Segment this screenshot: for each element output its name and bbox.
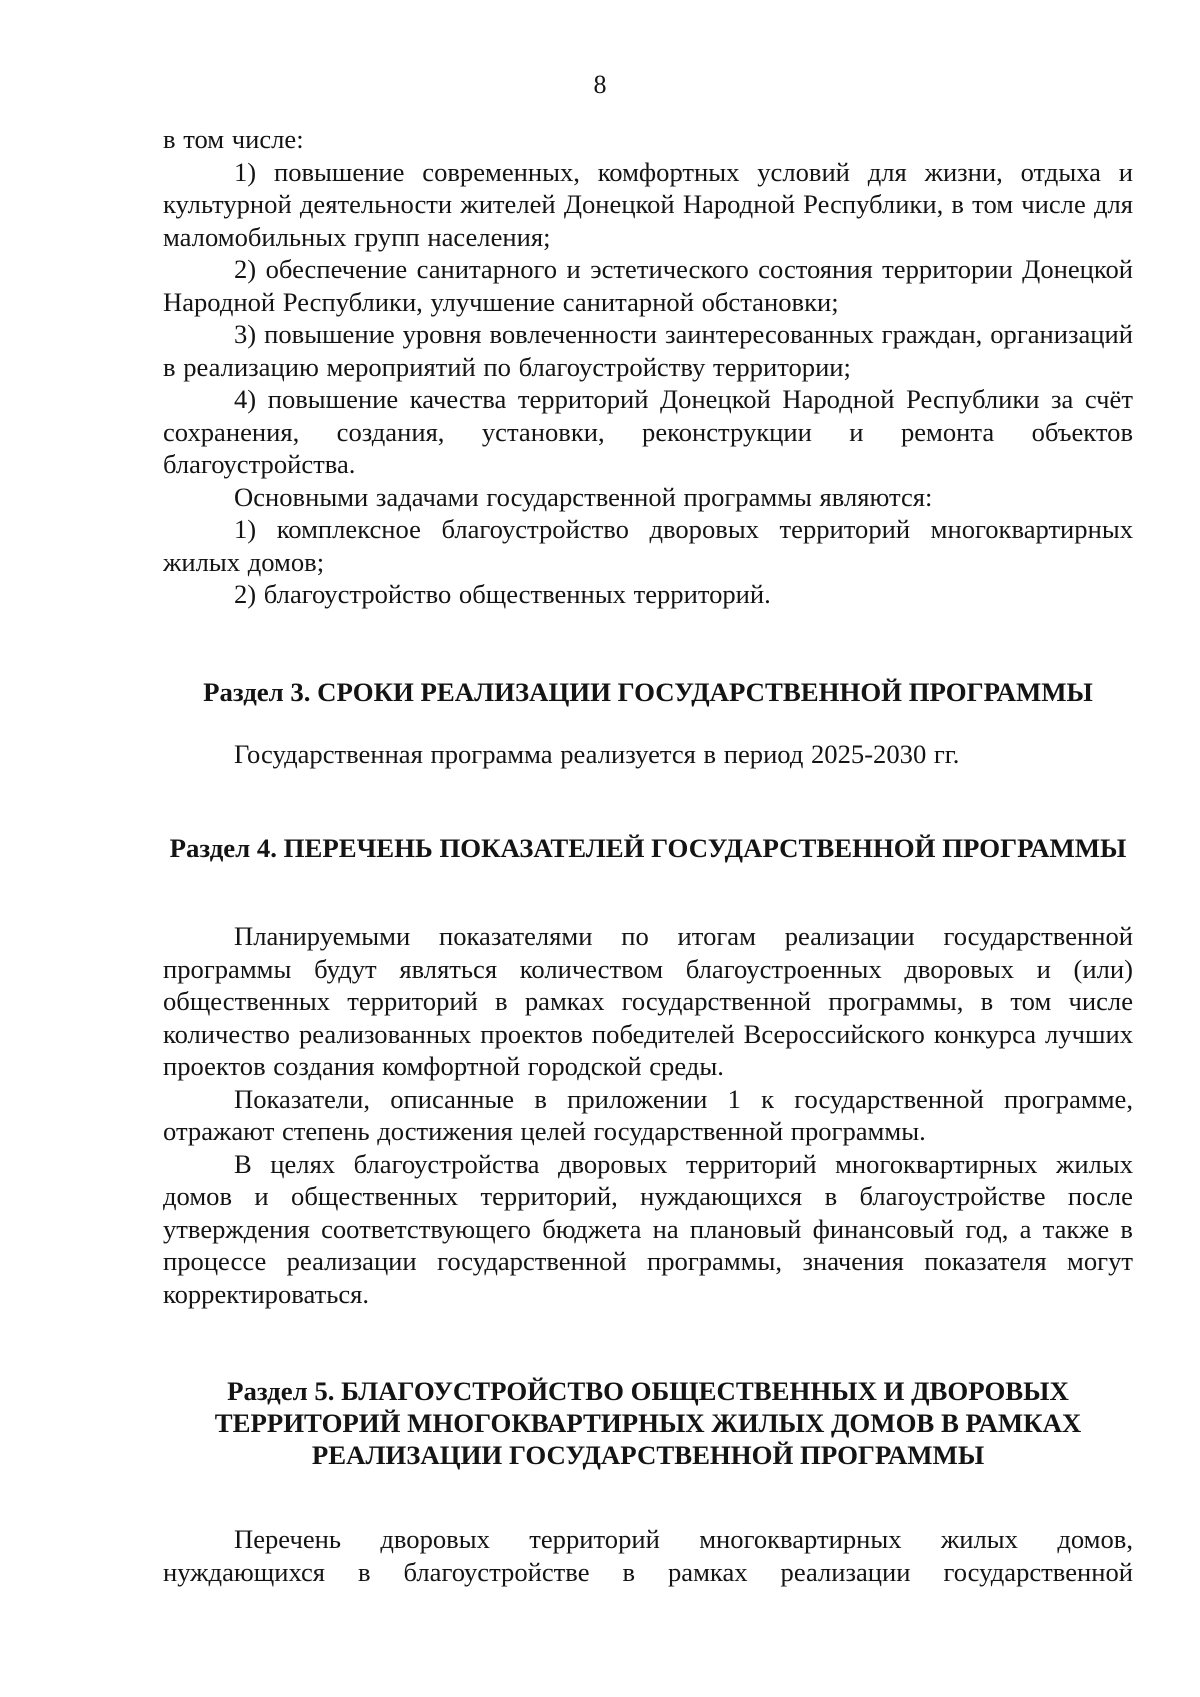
section-4-paragraph-3: В целях благоустройства дворовых территорий многоквартирных жилых домов и общественных территорий, нуждающихся в благоустройстве после утверждения соответствующего бюджета на плановый финансовый год, а также в процессе реализации государственной программы, значения показателя могут корректироваться.	[163, 1148, 1133, 1309]
task-item-1: 1) комплексное благоустройство дворовых территорий многоквартирных жилых домов;	[163, 514, 1133, 577]
goal-item-2: 2) обеспечение санитарного и эстетического состояния территории Донецкой Народной Республики, улучшение санитарной обстановки;	[163, 254, 1133, 317]
section-5-heading-line-3: РЕАЛИЗАЦИИ ГОСУДАРСТВЕННОЙ ПРОГРАММЫ	[311, 1440, 985, 1470]
document-body	[163, 123, 1133, 1588]
tasks-intro: Основными задачами государственной программы являются:	[234, 481, 933, 512]
goal-item-4: 4) повышение качества территорий Донецкой Народной Республики за счёт сохранения, создания, установки, реконструкции и ремонта объектов благоустройства.	[163, 384, 1133, 479]
page-number: 8	[593, 70, 607, 99]
task-item-2: 2) благоустройство общественных территорий.	[234, 579, 771, 609]
section-5-text: Перечень дворовых территорий многоквартирных жилых домов, нуждающихся в благоустройстве в рамках реализации государственной	[163, 1524, 1133, 1587]
section-4-paragraph-1: Планируемыми показателями по итогам реализации государственной программы будут являться количеством благоустроенных дворовых и (или) общественных территорий в рамках государственной программы, в том числе количество реализованных проектов победителей Всероссийского конкурса лучших проектов создания комфортной городской среды.	[163, 921, 1133, 1081]
goal-item-3: 3) повышение уровня вовлеченности заинтересованных граждан, организаций в реализацию мероприятий по благоустройству территории;	[163, 319, 1133, 382]
section-4-paragraph-2: Показатели, описанные в приложении 1 к государственной программе, отражают степень достижения целей государственной программы.	[163, 1083, 1133, 1146]
section-5-heading-line-2: ТЕРРИТОРИЙ МНОГОКВАРТИРНЫХ ЖИЛЫХ ДОМОВ В РАМКАХ	[214, 1408, 1082, 1438]
section-3-text: Государственная программа реализуется в период 2025-2030 гг.	[234, 738, 960, 769]
goal-item-1: 1) повышение современных, комфортных условий для жизни, отдыха и культурной деятельности жителей Донецкой Народной Республики, в том числе для маломобильных групп населения;	[163, 156, 1133, 252]
section-3-heading: Раздел 3. СРОКИ РЕАЛИЗАЦИИ ГОСУДАРСТВЕННОЙ ПРОГРАММЫ	[203, 676, 1093, 707]
section-4-heading: Раздел 4. ПЕРЕЧЕНЬ ПОКАЗАТЕЛЕЙ ГОСУДАРСТВЕННОЙ ПРОГРАММЫ	[169, 833, 1127, 863]
goals-intro: в том числе:	[163, 124, 304, 154]
section-5-heading-line-1: Раздел 5. БЛАГОУСТРОЙСТВО ОБЩЕСТВЕННЫХ И ДВОРОВЫХ	[227, 1376, 1069, 1406]
section-5-heading	[163, 1375, 1133, 1471]
